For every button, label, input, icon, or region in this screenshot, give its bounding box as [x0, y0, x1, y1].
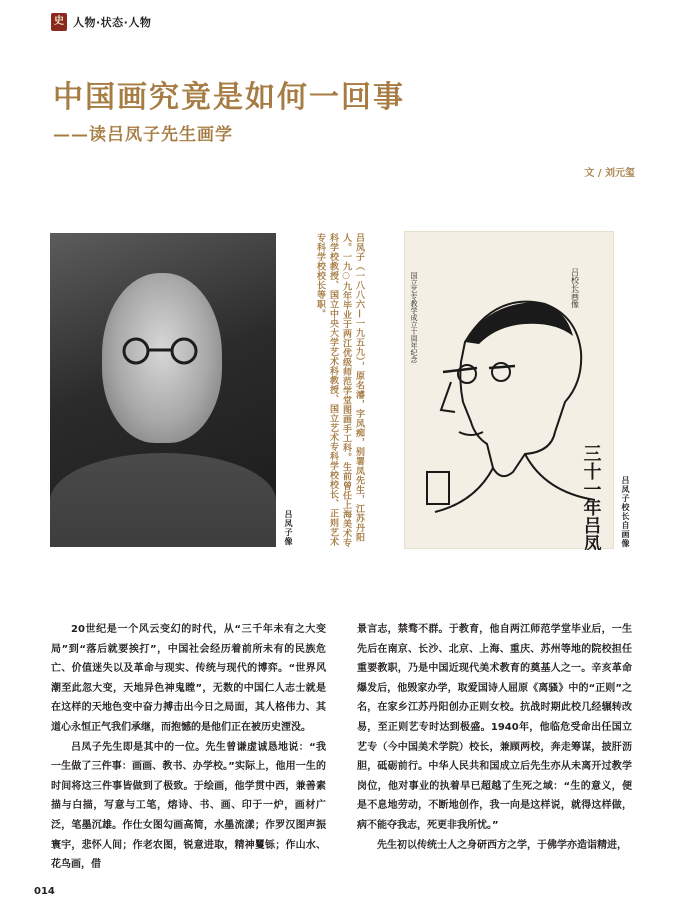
body-column-left [51, 620, 326, 875]
paragraph: 先生初以传统士人之身研西方之学，于佛学亦造诣精进， [377, 839, 627, 851]
sketch-inscription-left: 国立艺专教学成立十周年纪念 [410, 272, 418, 363]
sketch-signature: 三十一年吕凤子先生自写 [580, 444, 602, 550]
bio-text: 吕凤子（一八八六—一九五九），原名濬，字凤痴，别署凤先生，江苏丹阳人。一九○九年毕业于两江优级师范学堂图画手工科。生前曾任上海美术专科学校教授、国立中央大学艺术科教授、国立艺术专科学校校长、正则艺术专科学校校长等职。 [315, 233, 364, 548]
portrait-body [50, 453, 276, 547]
photo-caption: 吕凤子像 [284, 510, 293, 546]
seal-stamp [427, 472, 449, 504]
article-title: 中国画究竟是如何一回事 [53, 80, 405, 115]
sketch-caption: 吕凤子校长自画像 [621, 476, 630, 548]
self-portrait-sketch [404, 231, 614, 549]
portrait-photo [50, 233, 276, 547]
article-subtitle: ——读吕凤子先生画学 [53, 125, 233, 145]
paragraph: 吕凤子先生即是其中的一位。先生曾谦虚诚恳地说：“我一生做了三件事：画画、教书、办学校。”实际上，他用一生的时间将这三件事皆做到了极致。于绘画，他学贯中西，兼善素描与白描，写意与工笔，熔诗、书、画、印于一炉，画材广泛，笔墨沉雄。作仕女图勾画高简，水墨流漾；作罗汉图声振寰宇，悲怀人间；作老农图，锐意进取，精神矍铄；作山水、花鸟画，借 [51, 741, 326, 871]
sketch-inscription-top: 吕校长画像 [570, 268, 580, 308]
section-logo-icon: 史 [51, 13, 67, 31]
paragraph: 20世纪是一个风云变幻的时代，从“三千年未有之大变局”到“落后就要挨打”，中国社会经历着前所未有的民族危亡、价值迷失以及革命与现实、传统与现代的博弈。“世界风潮至此忽大变，天地异色神鬼瞠”，无数的中国仁人志士就是在这样的天地色变中奋力搏击出今日之局面，其人格伟力、其道心永恒正气我们承继，而抱憾的是他们正在被历史湮没。 [51, 624, 326, 733]
body-column-right [357, 620, 632, 855]
page-number: 014 [34, 886, 55, 897]
glasses-icon [106, 336, 216, 366]
paragraph: 景言志，禁骛不群。于教育，他自两江师范学堂毕业后，一生先后在南京、长沙、北京、上海、重庆、苏州等地的院校担任重要教职，乃是中国近现代美术教育的奠基人之一。辛亥革命爆发后，他毁家办学，取爱国诗人屈原《离骚》中的“正则”之名，在家乡江苏丹阳创办正则女校。抗战时期此校几经辗转改易，至正则艺专时达到极盛。1940年，他临危受命出任国立艺专（今中国美术学院）校长，兼顾两校，奔走筹谋，披肝沥胆，砥砺前行。中华人民共和国成立后先生亦从未离开过教学岗位，他对事业的执着早已超越了生死之域：“生的意义，便是不息地劳动，不断地创作，我一向是这样说，就得这样做，病不能夺我志，死更非我所忧。” [357, 624, 632, 831]
sketch-drawing [405, 232, 615, 550]
author-byline: 文 / 刘元玺 [584, 168, 635, 179]
section-label: 人物·状态·人物 [73, 16, 152, 29]
